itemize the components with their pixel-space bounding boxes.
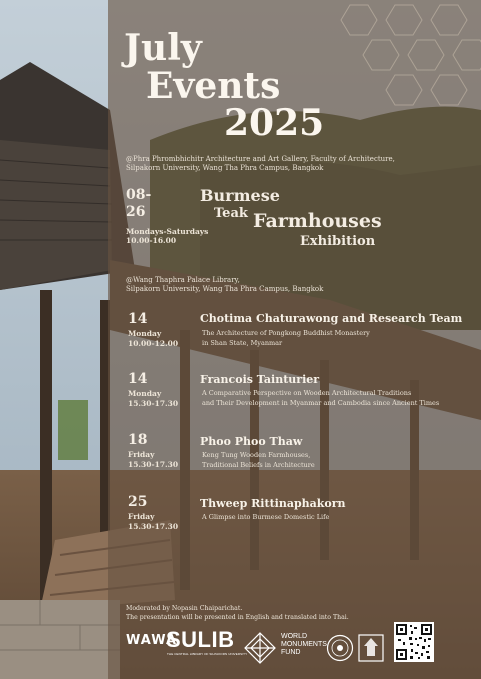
exhibition-title-word-4: Exhibition <box>300 234 376 249</box>
exhibition-days: Mondays-Saturdays <box>126 227 209 236</box>
event-day: Friday <box>128 450 155 459</box>
qr-code-icon[interactable] <box>394 622 434 662</box>
event-talk-line-2: Traditional Beliefs in Architecture <box>202 461 315 469</box>
event-time: 10.00-12.00 <box>128 339 179 348</box>
wawa-logo: WAWA <box>126 633 178 648</box>
event-talk-line-1: A Comparative Perspective on Wooden Architectural Traditions <box>202 389 412 397</box>
event-date: 14 <box>128 371 148 387</box>
event-day: Monday <box>128 329 162 338</box>
exhibition-hours: 10.00-16.00 <box>126 236 177 245</box>
exhibition-venue-line-1: @Phra Phrombhichitr Architecture and Art Gallery, Faculty of Architecture, <box>126 155 395 163</box>
exhibition-title-word-3: Farmhouses <box>253 210 382 232</box>
sulib-logo: SULIB <box>166 627 235 652</box>
event-speaker: Chotima Chaturawong and Research Team <box>200 312 463 325</box>
event-speaker: Francois Tainturier <box>200 373 320 386</box>
event-talk-line-1: Keng Tung Wooden Farmhouses, <box>202 451 311 459</box>
wmf-logo-line-2: MONUMENTS <box>281 641 327 648</box>
event-time: 15.30-17.30 <box>128 399 179 408</box>
event-speaker: Thweep Rittinaphakorn <box>200 497 346 510</box>
language-note: The presentation will be presented in English and translated into Thai. <box>126 614 349 621</box>
sulib-logo-subtitle: THE CENTRAL LIBRARY OF SILPAKORN UNIVERSITY <box>167 652 248 656</box>
faculty-emblem-icon <box>358 634 384 662</box>
talks-venue-line-1: @Wang Thaphra Palace Library, <box>126 276 240 284</box>
hexagon-pattern <box>330 0 481 110</box>
event-talk-line-2: and Their Development in Myanmar and Cambodia since Ancient Times <box>202 399 440 407</box>
moderator-note: Moderated by Nopasin Chaiparichat. <box>126 605 243 612</box>
event-day: Monday <box>128 389 162 398</box>
title-line-3: 2025 <box>224 102 325 144</box>
event-time: 15.30-17.30 <box>128 522 179 531</box>
exhibition-title-word-1: Burmese <box>200 186 280 205</box>
exhibition-title-word-2: Teak <box>214 206 248 221</box>
exhibition-date-start: 08- <box>126 187 152 203</box>
talks-venue-line-2: Silpakorn University, Wang Tha Phra Campus, Bangkok <box>126 285 324 293</box>
exhibition-venue-line-2: Silpakorn University, Wang Tha Phra Campus, Bangkok <box>126 164 324 172</box>
wmf-logo-line-3: FUND <box>281 649 301 656</box>
event-date: 14 <box>128 311 148 327</box>
title-line-1: July <box>124 27 202 69</box>
event-talk-line-1: The Architecture of Pongkong Buddhist Monastery <box>202 329 370 337</box>
event-talk-line-2: in Shan State, Myanmar <box>202 339 283 347</box>
title-line-2: Events <box>146 65 281 107</box>
event-day: Friday <box>128 512 155 521</box>
event-talk-line-1: A Glimpse into Burmese Domestic Life <box>202 513 330 521</box>
event-speaker: Phoo Phoo Thaw <box>200 435 303 448</box>
exhibition-date-end: 26 <box>126 204 146 220</box>
event-date: 25 <box>128 494 148 510</box>
event-date: 18 <box>128 432 148 448</box>
wmf-diamond-icon <box>244 632 276 664</box>
university-seal-icon <box>326 634 354 662</box>
wmf-logo-line-1: WORLD <box>281 633 308 640</box>
event-time: 15.30-17.30 <box>128 460 179 469</box>
